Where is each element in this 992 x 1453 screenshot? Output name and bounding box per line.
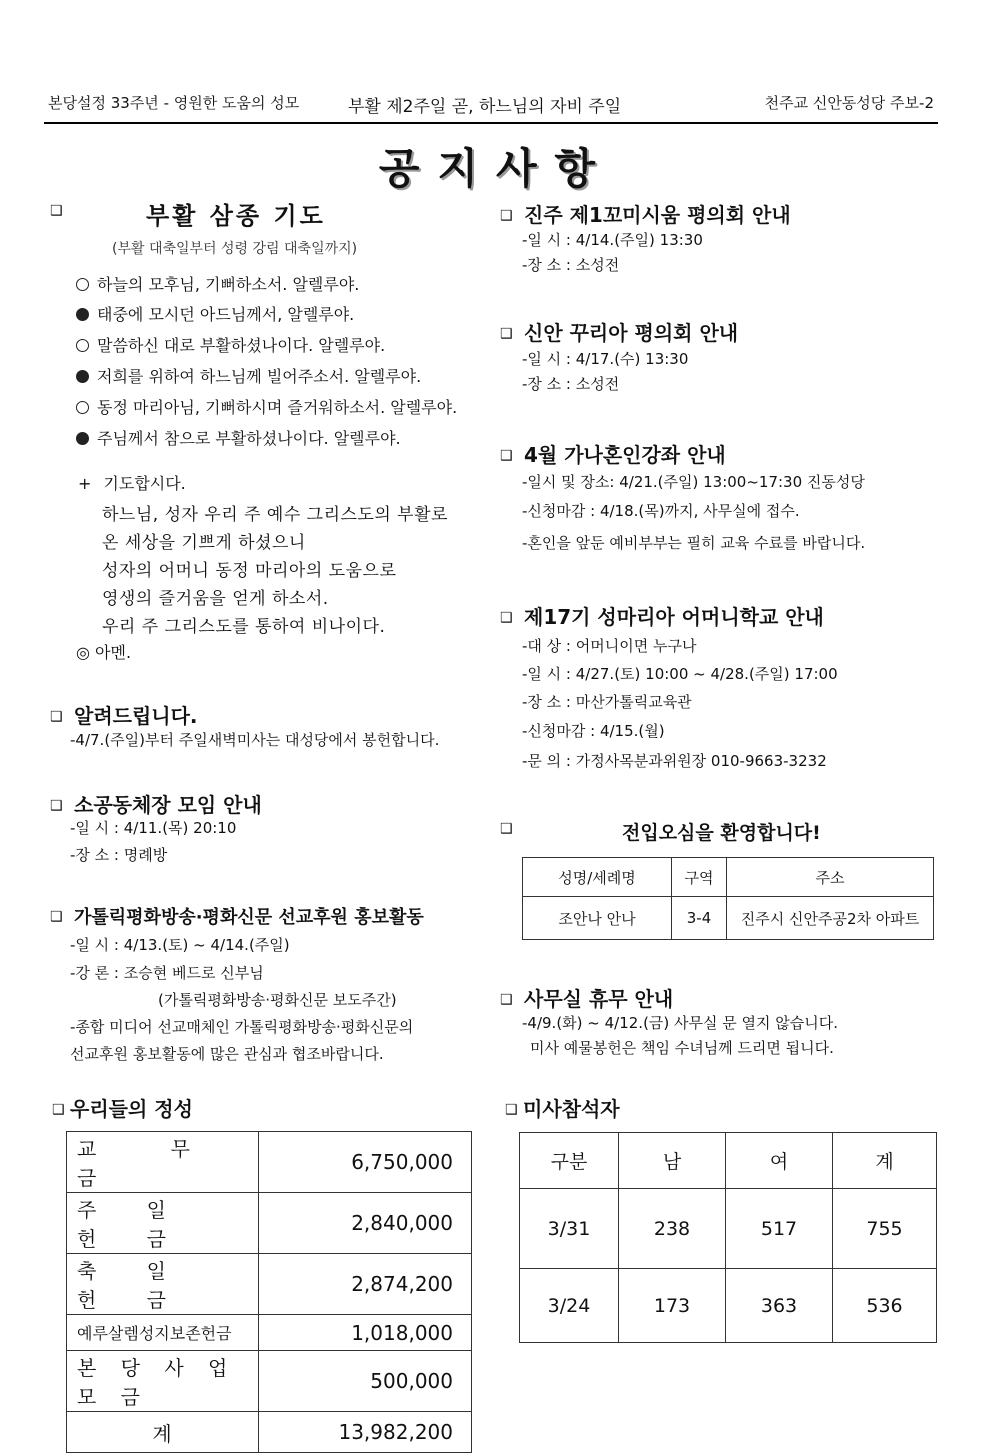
notice-line: -4/7.(주일)부터 주일새벽미사는 대성당에서 봉헌합니다. <box>70 731 440 749</box>
table-row <box>67 1351 472 1412</box>
open-circle-icon <box>76 339 89 352</box>
jinju-council-line: -일 시 : 4/14.(주일) 13:30 <box>522 231 703 249</box>
catholic-media-line: 선교후원 홍보활동에 많은 관심과 협조바랍니다. <box>70 1045 384 1063</box>
mothers-school-heading: ❑ 제17기 성마리아 어머니학교 안내 <box>500 605 824 629</box>
offering-amount: 2,840,000 <box>259 1193 472 1254</box>
filled-circle-icon <box>76 432 89 445</box>
prayer-intro: + 기도합시다. <box>78 474 186 493</box>
mothers-school-line: -장 소 : 마산가톨릭교육관 <box>522 693 692 711</box>
catholic-media-line: -강 론 : 조승현 베드로 신부님 <box>70 964 264 982</box>
table-row <box>67 1254 472 1315</box>
section-box-icon: ❑ <box>500 448 513 464</box>
section-box-icon: ❑ <box>500 208 513 224</box>
prayer-line: 주님께서 참으로 부활하셨나이다. 알렐루야. <box>76 426 401 449</box>
filled-circle-icon <box>76 308 89 321</box>
prayer-body-line: 우리 주 그리스도를 통하여 비나이다. <box>102 617 386 637</box>
open-circle-icon <box>76 278 89 291</box>
section-box-icon: ❑ <box>500 992 513 1008</box>
section-box-icon: ❑ <box>50 203 63 219</box>
cana-course-line: -혼인을 앞둔 예비부부는 필히 교육 수료를 바랍니다. <box>522 534 866 552</box>
section-box-icon: ❑ <box>505 1102 518 1118</box>
offering-amount: 13,982,200 <box>259 1412 472 1453</box>
table-row <box>523 897 934 940</box>
cana-course-line: -신청마감 : 4/18.(목)까지, 사무실에 접수. <box>522 502 800 520</box>
offering-label: 예루살렘성지보존헌금 <box>67 1315 259 1351</box>
table-cell: 238 <box>619 1189 726 1269</box>
table-row <box>520 1133 937 1189</box>
header-left: 본당설정 33주년 - 영원한 도움의 성모 <box>48 94 300 112</box>
offering-label: 계 <box>67 1412 259 1453</box>
table-cell: 517 <box>726 1189 833 1269</box>
catholic-media-line: (가톨릭평화방송·평화신문 보도주간) <box>158 991 397 1009</box>
offering-amount: 500,000 <box>259 1351 472 1412</box>
table-cell: 3-4 <box>672 897 727 940</box>
table-header-cell: 계 <box>833 1133 937 1189</box>
prayer-amen: ◎ 아멘. <box>76 643 132 662</box>
prayer-body-line: 성자의 어머니 동정 마리아의 도움으로 <box>102 561 397 581</box>
table-header-cell: 주소 <box>727 858 934 897</box>
prayer-body-line: 영생의 즐거움을 얻게 하소서. <box>102 589 329 609</box>
offering-amount: 2,874,200 <box>259 1254 472 1315</box>
mothers-school-line: -일 시 : 4/27.(토) 10:00 ~ 4/28.(주일) 17:00 <box>522 665 838 683</box>
offering-label: 본 당 사 업 모 금 <box>67 1351 259 1412</box>
cana-course-heading: ❑ 4월 가나혼인강좌 안내 <box>500 443 726 467</box>
header-divider <box>44 122 938 124</box>
offering-label: 주 일 헌 금 <box>67 1193 259 1254</box>
table-header-cell: 성명/세례명 <box>523 858 672 897</box>
table-row <box>520 1189 937 1269</box>
sinan-curia-heading: ❑ 신안 꾸리아 평의회 안내 <box>500 321 739 345</box>
prayer-line: 하늘의 모후님, 기뻐하소서. 알렐루야. <box>76 272 359 295</box>
section-box-icon: ❑ <box>52 1102 65 1118</box>
mothers-school-line: -대 상 : 어머니이면 누구나 <box>522 637 697 655</box>
table-cell: 3/31 <box>520 1189 619 1269</box>
mothers-school-line: -문 의 : 가정사목분과위원장 010-9663-3232 <box>522 752 827 770</box>
sinan-curia-line: -일 시 : 4/17.(수) 13:30 <box>522 350 689 368</box>
table-row <box>523 858 934 897</box>
jinju-council-line: -장 소 : 소성전 <box>522 256 620 274</box>
prayer-line: 말씀하신 대로 부활하셨나이다. 알렐루야. <box>76 333 385 356</box>
prayer-line: 동정 마리아님, 기뻐하시며 즐거워하소서. 알렐루야. <box>76 395 457 418</box>
table-cell: 3/24 <box>520 1269 619 1343</box>
offerings-heading: ❑ 우리들의 정성 <box>52 1097 193 1121</box>
page-title: 공지사항 <box>378 144 614 193</box>
section-box-icon: ❑ <box>500 821 513 837</box>
table-cell: 755 <box>833 1189 937 1269</box>
header-right: 천주교 신안동성당 주보-2 <box>764 94 934 112</box>
section-box-icon: ❑ <box>50 798 63 814</box>
table-row <box>520 1269 937 1343</box>
small-community-line: -장 소 : 명례방 <box>70 846 168 864</box>
office-closed-heading: ❑ 사무실 휴무 안내 <box>500 987 674 1011</box>
table-cell: 536 <box>833 1269 937 1343</box>
office-closed-line: -4/9.(화) ~ 4/12.(금) 사무실 문 열지 않습니다. <box>522 1014 839 1032</box>
cross-icon: + <box>78 474 92 493</box>
prayer-section-heading <box>50 198 74 222</box>
mothers-school-line: -신청마감 : 4/15.(월) <box>522 722 665 740</box>
table-row <box>67 1412 472 1453</box>
table-row <box>67 1132 472 1193</box>
offering-amount: 1,018,000 <box>259 1315 472 1351</box>
offering-amount: 6,750,000 <box>259 1132 472 1193</box>
office-closed-line: 미사 예물봉헌은 책임 수녀님께 드리면 됩니다. <box>530 1039 834 1057</box>
sinan-curia-line: -장 소 : 소성전 <box>522 375 620 393</box>
catholic-media-heading: ❑ 가톨릭평화방송·평화신문 선교후원 홍보활동 <box>50 907 424 928</box>
table-header-cell: 구분 <box>520 1133 619 1189</box>
table-row <box>67 1193 472 1254</box>
table-cell: 363 <box>726 1269 833 1343</box>
attendance-heading: ❑ 미사참석자 <box>505 1097 620 1121</box>
offering-label: 축 일 헌 금 <box>67 1254 259 1315</box>
table-header-cell: 여 <box>726 1133 833 1189</box>
section-box-icon: ❑ <box>50 709 63 725</box>
small-community-line: -일 시 : 4/11.(목) 20:10 <box>70 819 237 837</box>
catholic-media-line: -종합 미디어 선교매체인 가톨릭평화방송·평화신문의 <box>70 1018 414 1036</box>
prayer-body-line: 온 세상을 기쁘게 하셨으니 <box>102 533 306 553</box>
filled-circle-icon <box>76 370 89 383</box>
jinju-council-heading: ❑ 진주 제1꼬미시움 평의회 안내 <box>500 203 791 227</box>
offerings-table <box>66 1131 472 1453</box>
welcome-table <box>522 857 934 940</box>
table-header-cell: 구역 <box>672 858 727 897</box>
cana-course-line: -일시 및 장소: 4/21.(주일) 13:00~17:30 진동성당 <box>522 473 865 491</box>
notice-heading: ❑ 알려드립니다. <box>50 704 198 728</box>
small-community-heading: ❑ 소공동체장 모임 안내 <box>50 793 262 817</box>
table-cell: 조안나 안나 <box>523 897 672 940</box>
attendance-table <box>519 1132 937 1343</box>
section-box-icon: ❑ <box>500 326 513 342</box>
prayer-line: 태중에 모시던 아드님께서, 알렐루야. <box>76 302 354 325</box>
table-header-cell: 남 <box>619 1133 726 1189</box>
section-box-icon: ❑ <box>500 610 513 626</box>
offering-label: 교 무 금 <box>67 1132 259 1193</box>
table-cell: 진주시 신안주공2차 아파트 <box>727 897 934 940</box>
open-circle-icon <box>76 401 89 414</box>
prayer-subtitle: (부활 대축일부터 성령 강림 대축일까지) <box>112 241 358 257</box>
prayer-line: 저희를 위하여 하느님께 빌어주소서. 알렐루야. <box>76 364 421 387</box>
prayer-body-line: 하느님, 성자 우리 주 예수 그리스도의 부활로 <box>102 505 448 525</box>
prayer-title: 부활 삼종 기도 <box>146 202 326 230</box>
welcome-title: 전입오심을 환영합니다! <box>622 822 821 844</box>
header-center: 부활 제2주일 곧, 하느님의 자비 주일 <box>348 97 622 117</box>
table-cell: 173 <box>619 1269 726 1343</box>
section-box-icon: ❑ <box>50 909 63 925</box>
table-row <box>67 1315 472 1351</box>
welcome-marker <box>500 821 524 839</box>
catholic-media-line: -일 시 : 4/13.(토) ~ 4/14.(주일) <box>70 936 290 954</box>
